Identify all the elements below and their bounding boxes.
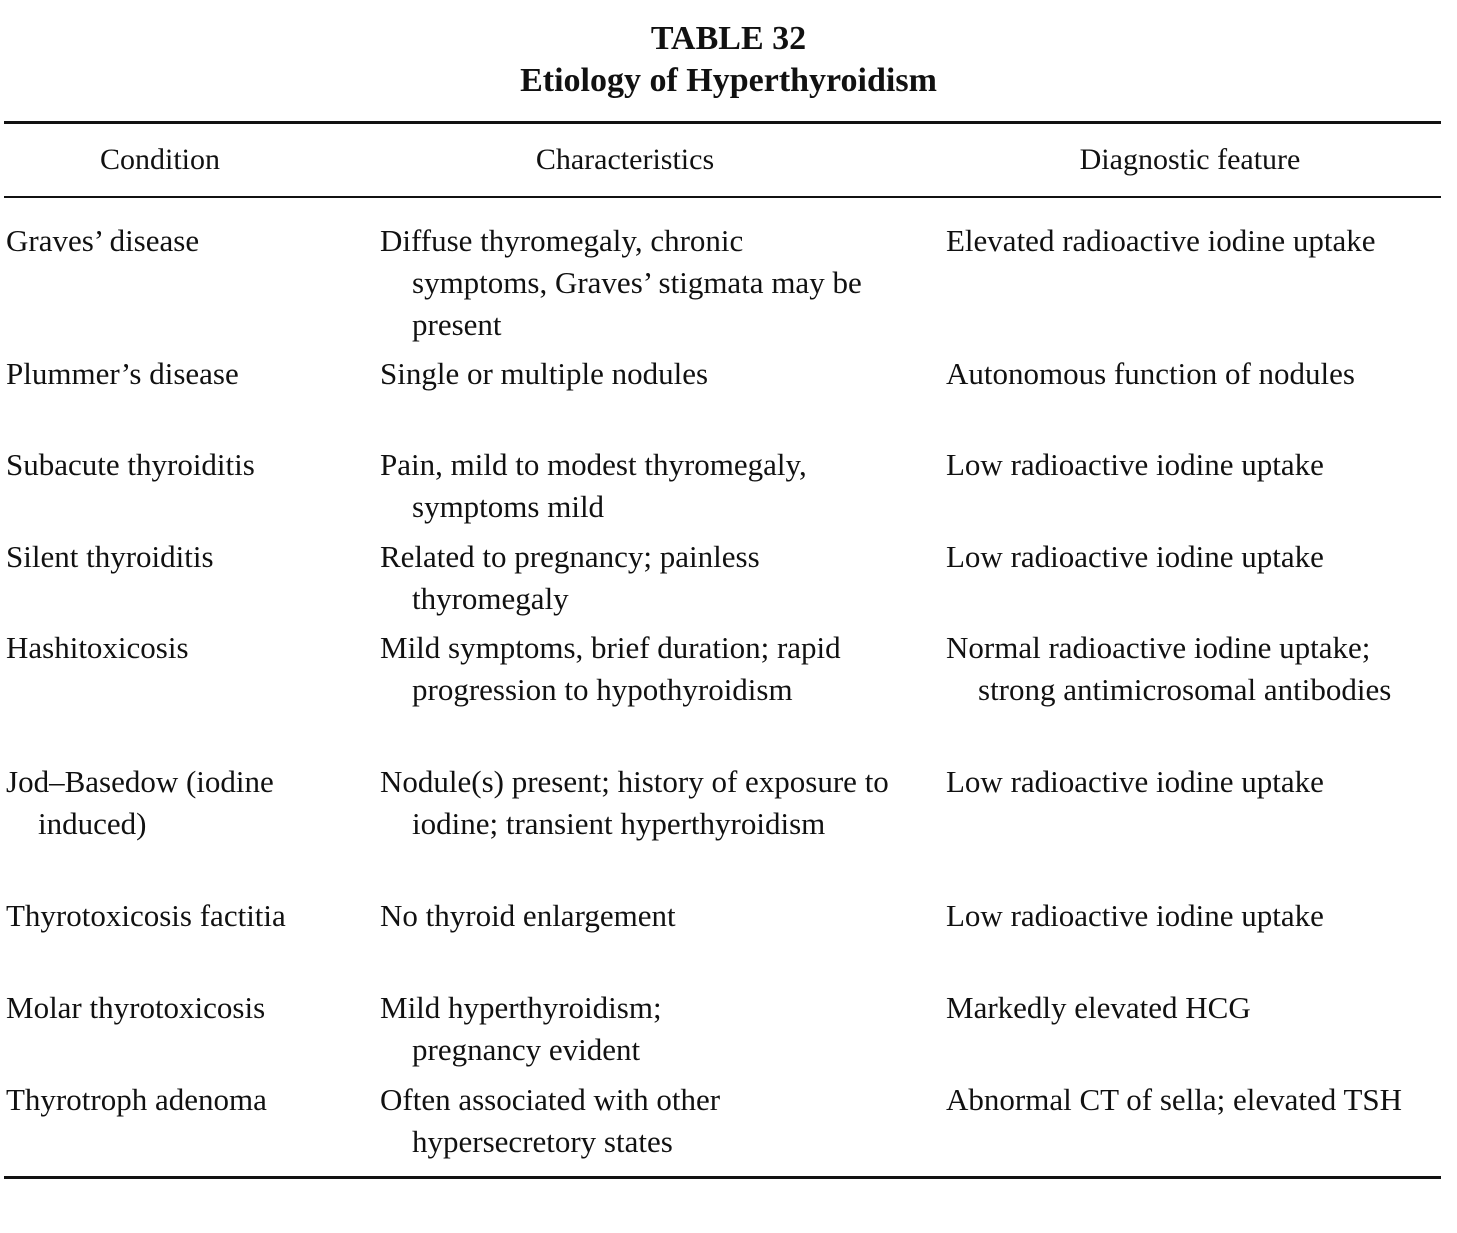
condition-cell: Jod–Basedow (iodine induced)	[6, 764, 274, 841]
characteristics-cell: No thyroid enlargement	[380, 898, 676, 933]
condition-cell: Thyrotoxicosis factitia	[6, 898, 286, 933]
column-header-characteristics: Characteristics	[535, 143, 715, 176]
diagnostic-cell: Abnormal CT of sella; elevated TSH	[946, 1082, 1403, 1117]
characteristics-cell: Related to pregnancy; painless thyromegaly	[380, 539, 760, 616]
table-title: Etiology of Hyperthyroidism	[520, 62, 937, 99]
characteristics-cell: Nodule(s) present; history of exposure to iodine; transient hyperthyroidism	[380, 764, 889, 841]
condition-cell: Molar thyrotoxicosis	[6, 990, 266, 1025]
condition-cell: Hashitoxicosis	[6, 630, 189, 665]
condition-cell: Graves’ disease	[6, 223, 200, 258]
diagnostic-cell: Normal radioactive iodine uptake; strong antimicrosomal antibodies	[946, 630, 1392, 707]
column-header-diagnostic-feature: Diagnostic feature	[1079, 143, 1301, 176]
characteristics-cell: Pain, mild to modest thyromegaly, symptoms mild	[380, 447, 807, 524]
diagnostic-cell: Low radioactive iodine uptake	[946, 764, 1324, 799]
characteristics-cell: Mild symptoms, brief duration; rapid progression to hypothyroidism	[380, 630, 841, 707]
diagnostic-cell: Low radioactive iodine uptake	[946, 539, 1324, 574]
header-rule	[4, 196, 1441, 198]
diagnostic-cell: Low radioactive iodine uptake	[946, 447, 1324, 482]
diagnostic-cell: Markedly elevated HCG	[946, 990, 1251, 1025]
characteristics-cell: Mild hyperthyroidism; pregnancy evident	[380, 990, 662, 1067]
column-header-condition: Condition	[99, 143, 220, 176]
table-heading	[0, 18, 1457, 102]
characteristics-cell: Often associated with other hypersecretory states	[380, 1082, 721, 1159]
condition-cell: Subacute thyroiditis	[6, 447, 255, 482]
characteristics-cell: Diffuse thyromegaly, chronic symptoms, Graves’ stigmata may be present	[380, 223, 862, 342]
condition-cell: Thyrotroph adenoma	[6, 1082, 267, 1117]
bottom-rule	[4, 1176, 1441, 1179]
diagnostic-cell: Low radioactive iodine uptake	[946, 898, 1324, 933]
characteristics-cell: Single or multiple nodules	[380, 356, 709, 391]
top-rule	[4, 121, 1441, 124]
condition-cell: Plummer’s disease	[6, 356, 239, 391]
diagnostic-cell: Autonomous function of nodules	[946, 356, 1355, 391]
diagnostic-cell: Elevated radioactive iodine uptake	[946, 223, 1376, 258]
table-number: TABLE 32	[650, 20, 807, 57]
condition-cell: Silent thyroiditis	[6, 539, 214, 574]
